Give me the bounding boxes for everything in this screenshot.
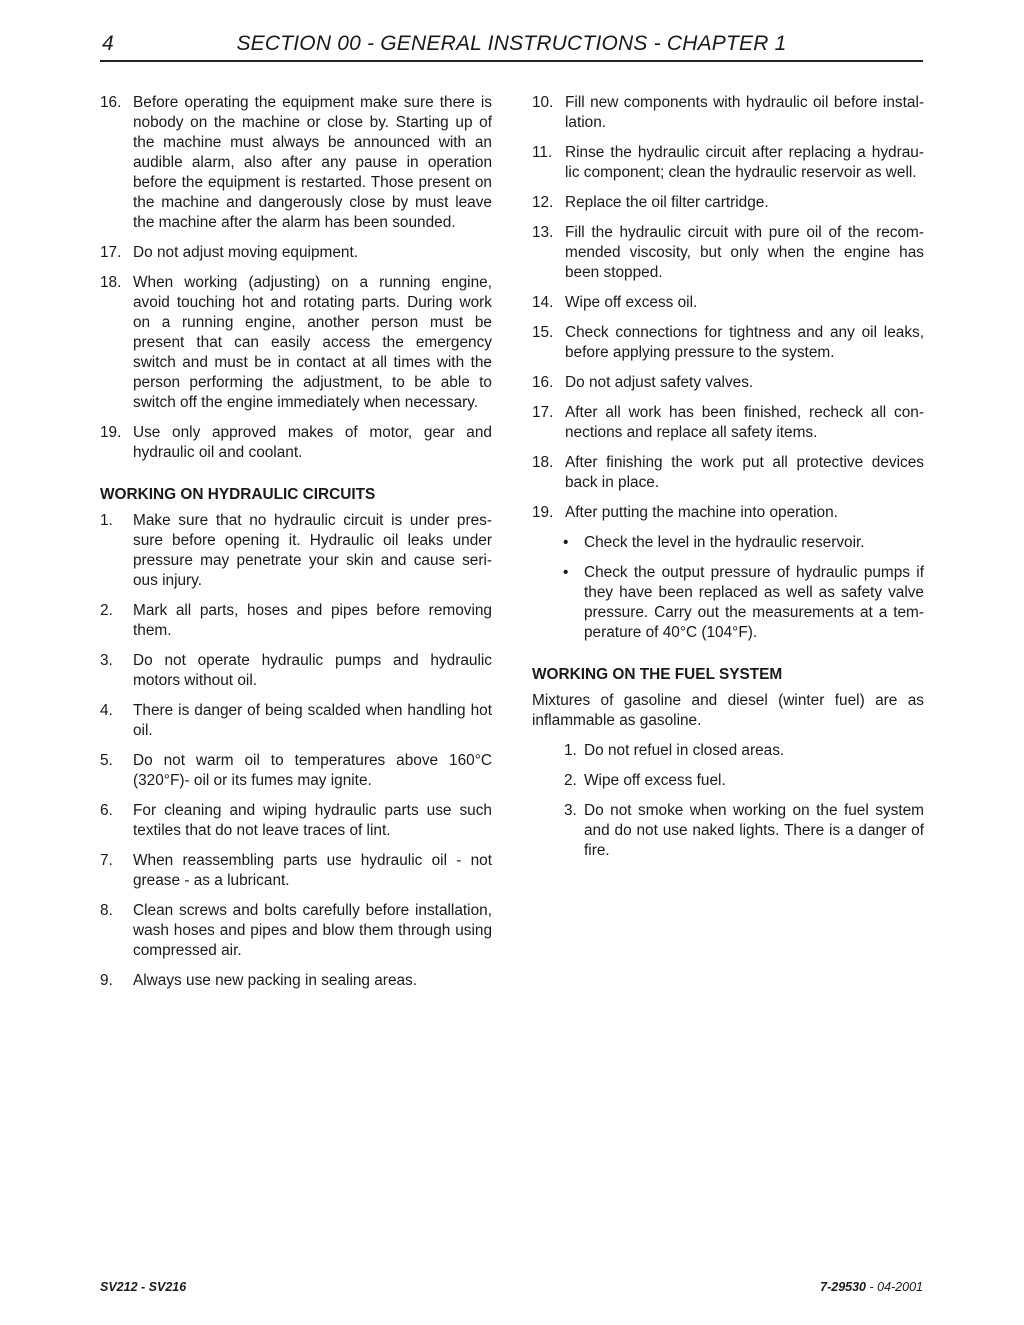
item-number: 1. [564,742,577,759]
list-item [532,93,924,133]
item-text: After finishing the work put all protective devices back in place. [565,454,924,491]
list-item [532,143,924,183]
item-text: Do not adjust safety valves. [565,374,754,391]
list-item [532,323,924,363]
list-item [100,901,492,961]
list-item [100,801,492,841]
bullet-item [532,533,924,553]
list-item [100,751,492,791]
item-text: Do not smoke when working on the fuel system and do not use naked lights. There is a danger of fire. [584,802,924,859]
list-item [100,511,492,591]
fuel-heading: WORKING ON THE FUEL SYSTEM [532,666,783,683]
item-number: 18. [100,274,122,291]
list-item [100,273,492,413]
hydraulic-list-continued [532,93,924,523]
item-number: 13. [532,224,554,241]
list-item [532,801,924,861]
item-number: 2. [100,602,113,619]
bullet-text: Check the output pressure of hydraulic pumps if they have been replaced as well as safety valve pressure. Carry out the measurements at a tem- perature of 40°C (104°F). [584,564,924,641]
bullet-list [532,533,924,643]
footer-doc-code: 7-29530 [820,1280,866,1294]
right-column [532,93,924,871]
item-number: 3. [100,652,113,669]
footer-models: SV212 - SV216 [100,1280,187,1294]
list-item [532,373,924,393]
item-number: 9. [100,972,113,989]
list-item [532,403,924,443]
item-text: Mark all parts, hoses and pipes before removing them. [133,602,492,639]
general-safety-list [100,93,492,463]
bullet-icon: • [563,534,569,551]
item-text: Always use new packing in sealing areas. [133,972,418,989]
item-text: Fill the hydraulic circuit with pure oil of the recom- mended viscosity, but only when the engine has been stopped. [565,224,924,281]
item-text: Do not adjust moving equipment. [133,244,359,261]
item-number: 6. [100,802,113,819]
list-item [532,193,924,213]
list-item [532,741,924,761]
item-text: When reassembling parts use hydraulic oil - not grease - as a lubricant. [133,852,492,889]
footer-doc-date: - 04-2001 [869,1280,923,1294]
item-text: Fill new components with hydraulic oil before instal- lation. [565,94,924,131]
bullet-icon: • [563,564,569,581]
fuel-intro: Mixtures of gasoline and diesel (winter fuel) are as inflammable as gasoline. [532,692,924,729]
list-item [100,971,492,991]
list-item [100,243,492,263]
item-number: 16. [532,374,554,391]
item-text: Check connections for tightness and any oil leaks, before applying pressure to the system. [565,324,924,361]
list-item [100,651,492,691]
item-text: Clean screws and bolts carefully before installation, wash hoses and pipes and blow them through using compressed air. [133,902,492,959]
item-text: Rinse the hydraulic circuit after replacing a hydrau- lic component; clean the hydraulic reservoir as well. [565,144,924,181]
item-number: 17. [100,244,122,261]
item-number: 12. [532,194,554,211]
list-item [100,93,492,233]
list-item [532,293,924,313]
item-number: 19. [100,424,122,441]
item-number: 1. [100,512,113,529]
left-column [100,93,492,1001]
fuel-list [532,741,924,861]
item-text: Wipe off excess fuel. [584,772,726,789]
list-item [532,223,924,283]
item-number: 19. [532,504,554,521]
item-text: Before operating the equipment make sure there is nobody on the machine or close by. Starting up of the machine must always be announced with an audible alarm, also after any pause in operation before the equipment is restarted. Those present on the machine and dangerously close by must leave the machine after the alarm has been sounded. [133,94,492,231]
item-text: Do not refuel in closed areas. [584,742,785,759]
item-text: After all work has been finished, recheck all con- nections and replace all safety items. [565,404,924,441]
list-item [532,503,924,523]
item-number: 3. [564,802,577,819]
item-number: 17. [532,404,554,421]
list-item [532,771,924,791]
item-text: For cleaning and wiping hydraulic parts use such textiles that do not leave traces of lint. [133,802,492,839]
item-number: 11. [532,144,553,161]
item-number: 16. [100,94,122,111]
item-number: 15. [532,324,554,341]
section-title: SECTION 00 - GENERAL INSTRUCTIONS - CHAPTER 1 [236,32,787,55]
hydraulic-list [100,511,492,991]
item-text: Make sure that no hydraulic circuit is under pres- sure before opening it. Hydraulic oil leaks under pressure may penetrate your skin and cause seri- ous injury. [133,512,492,589]
item-number: 4. [100,702,113,719]
footer-doc-info [820,1280,923,1294]
item-number: 14. [532,294,554,311]
list-item [100,851,492,891]
list-item [532,453,924,493]
item-number: 18. [532,454,554,471]
hydraulic-heading: WORKING ON HYDRAULIC CIRCUITS [100,486,376,503]
item-text: After putting the machine into operation. [565,504,838,521]
item-text: Do not operate hydraulic pumps and hydraulic motors without oil. [133,652,492,689]
item-number: 8. [100,902,113,919]
list-item [100,601,492,641]
item-text: There is danger of being scalded when handling hot oil. [133,702,492,739]
item-number: 2. [564,772,577,789]
item-number: 7. [100,852,113,869]
page-header [100,30,923,62]
item-text: Replace the oil filter cartridge. [565,194,769,211]
item-number: 5. [100,752,113,769]
bullet-item [532,563,924,643]
list-item [100,701,492,741]
item-text: Do not warm oil to temperatures above 160°C (320°F)- oil or its fumes may ignite. [133,752,492,789]
bullet-text: Check the level in the hydraulic reservoir. [584,534,865,551]
list-item [100,423,492,463]
item-text: Wipe off excess oil. [565,294,698,311]
page-number: 4 [102,32,114,55]
item-text: Use only approved makes of motor, gear and hydraulic oil and coolant. [133,424,492,461]
item-number: 10. [532,94,554,111]
item-text: When working (adjusting) on a running engine, avoid touching hot and rotating parts. During work on a running engine, another person must be present that can easily access the emergency switch and must be in contact at all times with the person performing the adjustment, to be able to switch off the engine immediately when necessary. [133,274,492,411]
